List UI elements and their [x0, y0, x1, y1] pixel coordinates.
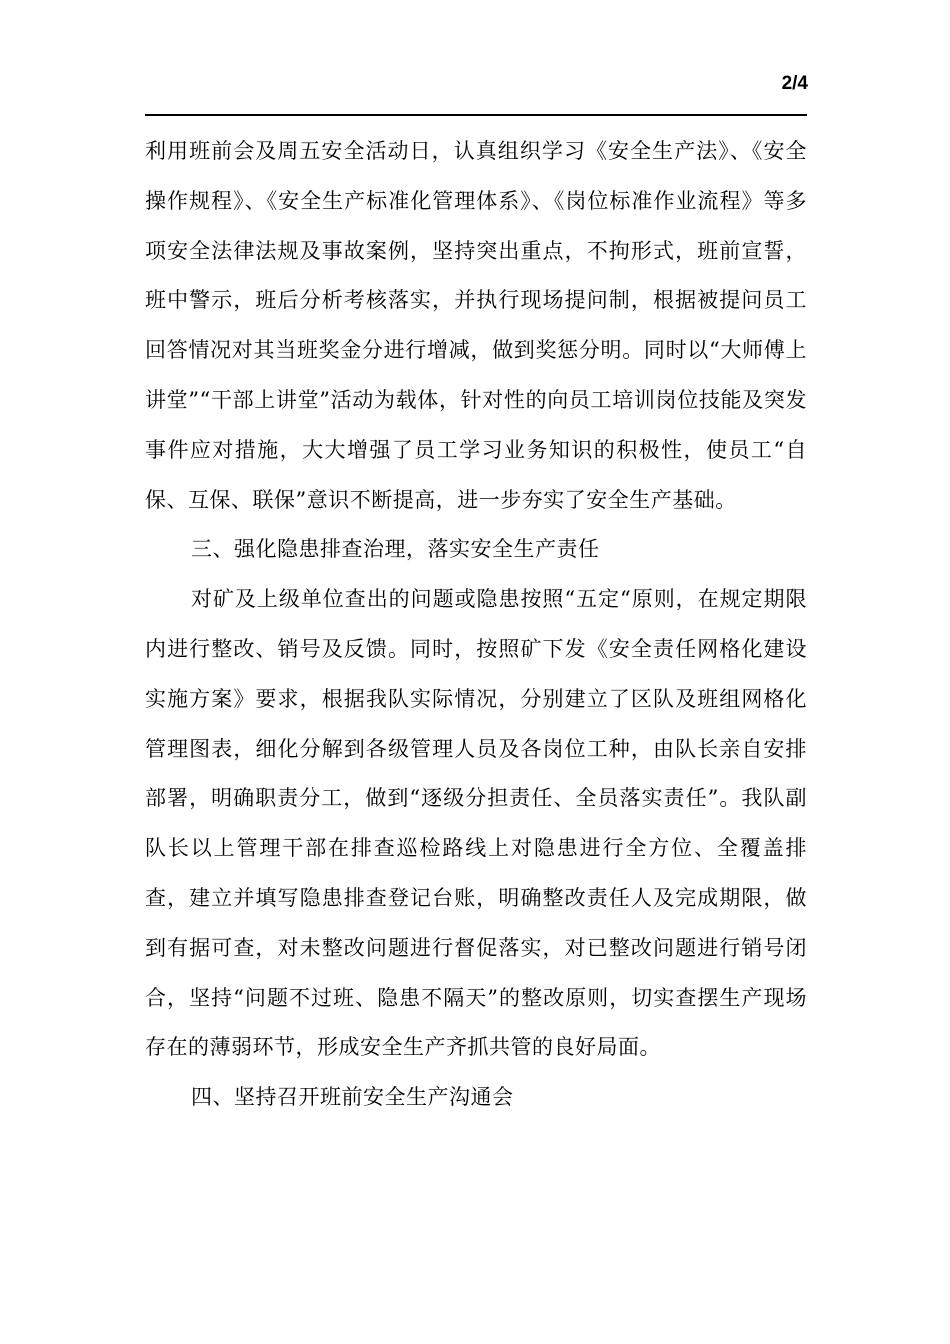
page-number: 2/4 [781, 73, 808, 94]
paragraph-hazard-control: 对矿及上级单位查出的问题或隐患按照“五定“原则，在规定期限内进行整改、销号及反馈。同时，按照矿下发《安全责任网格化建设实施方案》要求，根据我队实际情况，分别建立了区队及班组网格化管理图表，细化分解到各级管理人员及各岗位工种，由队长亲自安排部署，明确职责分工，做到“逐级分担责任、全员落实责任”。我队副队长以上管理干部在排查巡检路线上对隐患进行全方位、全覆盖排查，建立并填写隐患排查登记台账，明确整改责任人及完成期限，做到有据可查，对未整改问题进行督促落实，对已整改问题进行销号闭合，坚持“问题不过班、隐患不隔天”的整改原则，切实查摆生产现场存在的薄弱环节，形成安全生产齐抓共管的良好局面。 [145, 587, 807, 1060]
section-heading-4: 四、坚持召开班前安全生产沟通会 [191, 1085, 514, 1110]
paragraph-training: 利用班前会及周五安全活动日，认真组织学习《安全生产法》、《安全操作规程》、《安全生产标准化管理体系》、《岗位标准作业流程》等多项安全法律法规及事故案例，坚持突出重点，不拘形式，班前宣誓，班中警示，班后分析考核落实，并执行现场提问制，根据被提问员工回答情况对其当班奖金分进行增减，做到奖惩分明。同时以“大师傅上讲堂”“干部上讲堂”活动为载体，针对性的向员工培训岗位技能及突发事件应对措施，大大增强了员工学习业务知识的积极性，使员工“自保、互保、联保”意识不断提高，进一步夯实了安全生产基础。 [145, 139, 807, 512]
header-rule [145, 114, 807, 116]
document-body [145, 127, 807, 1123]
section-heading-3: 三、强化隐患排查治理，落实安全生产责任 [191, 537, 600, 562]
